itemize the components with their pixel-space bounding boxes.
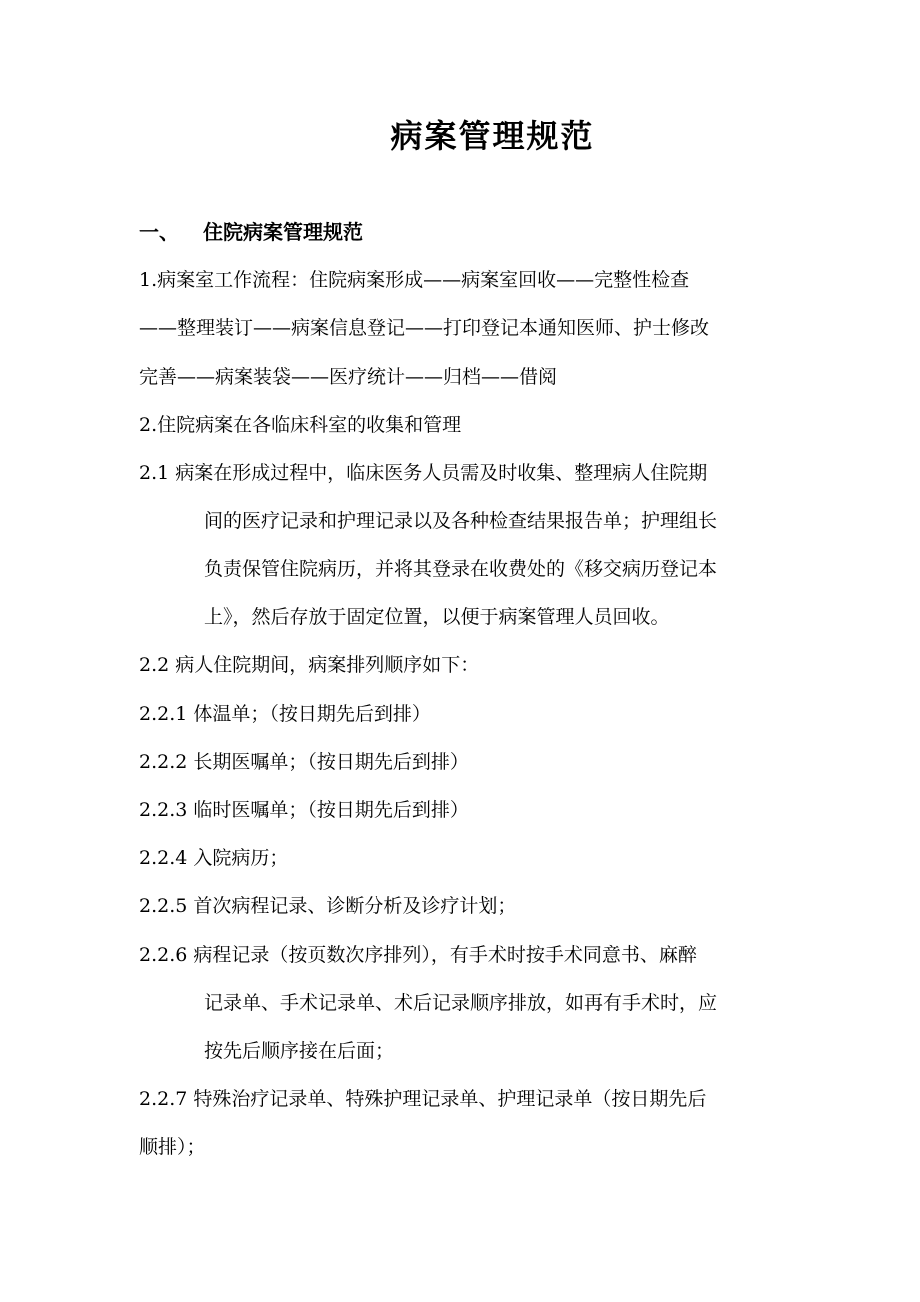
- paragraph-line: 2.2.7 特殊治疗记录单、特殊护理记录单、护理记录单（按日期先后: [139, 1088, 707, 1110]
- paragraph-line: ——整理装订——病案信息登记——打印登记本通知医师、护士修改: [139, 317, 710, 339]
- paragraph-line: 2.2.6 病程记录（按页数次序排列），有手术时按手术同意书、麻醉: [139, 944, 697, 966]
- paragraph-line: 上》，然后存放于固定位置，以便于病案管理人员回收。: [204, 606, 670, 628]
- paragraph-line: 2.住院病案在各临床科室的收集和管理: [139, 414, 462, 436]
- paragraph-line: 1.病案室工作流程：住院病案形成——病案室回收——完整性检查: [139, 269, 690, 291]
- paragraph-line: 2.2.1 体温单；（按日期先后到排）: [139, 703, 431, 725]
- paragraph-line: 2.2.5 首次病程记录、诊断分析及诊疗计划；: [139, 895, 517, 917]
- paragraph-line: 2.1 病案在形成过程中，临床医务人员需及时收集、整理病人住院期: [139, 462, 708, 484]
- paragraph-line: 记录单、手术记录单、术后记录顺序排放，如再有手术时，应: [204, 992, 718, 1014]
- paragraph-line: 2.2.4 入院病历；: [139, 847, 289, 869]
- paragraph-line: 2.2 病人住院期间，病案排列顺序如下：: [139, 654, 480, 676]
- section-number: 一、: [139, 220, 179, 244]
- section-title: 住院病案管理规范: [203, 220, 363, 244]
- paragraph-line: 负责保管住院病历，并将其登录在收费处的《移交病历登记本: [204, 558, 718, 580]
- paragraph-line: 按先后顺序接在后面；: [204, 1040, 395, 1062]
- paragraph-line: 2.2.2 长期医嘱单；（按日期先后到排）: [139, 751, 469, 773]
- document-title: 病案管理规范: [390, 117, 595, 155]
- section-heading: [139, 216, 363, 248]
- paragraph-line: 完善——病案装袋——医疗统计——归档——借阅: [139, 366, 558, 388]
- paragraph-line: 间的医疗记录和护理记录以及各种检查结果报告单；护理组长: [204, 510, 718, 532]
- paragraph-line: 顺排）；: [139, 1136, 206, 1158]
- paragraph-line: 2.2.3 临时医嘱单；（按日期先后到排）: [139, 799, 469, 821]
